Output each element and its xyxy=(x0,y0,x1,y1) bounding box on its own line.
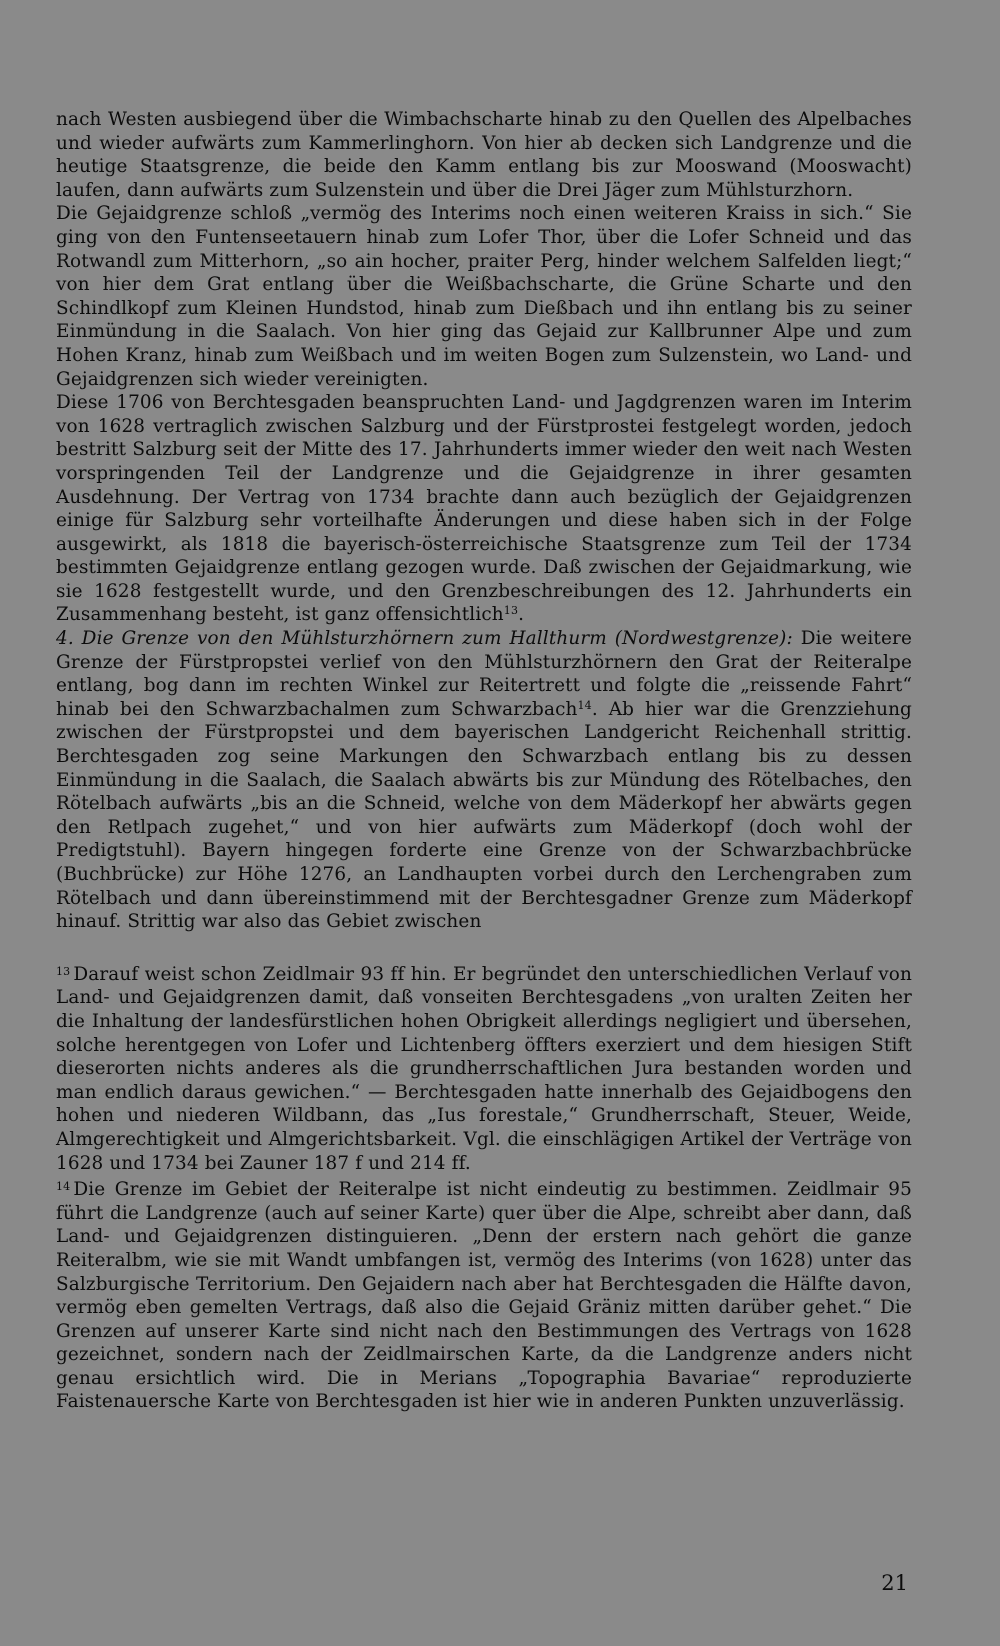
section-text-continued: . Ab hier war die Grenzziehung zwischen der Fürstpropstei und dem bayerischen Landgericht Reichenhall strittig. Berchtesgaden zog seine Markungen den Schwarzbach entlang bis zu dessen Einmündung in die Saalach, die Saalach abwärts bis zur Mündung des Rötelbaches, den Rötelbach aufwärts „bis an die Schneid, welche von dem Mäderkopf her abwärts gegen den Retlpach zugehet,“ und von hier aufwärts zum Mäderkopf (doch wohl der Predigtstuhl). Bayern hingegen forderte eine Grenze von der Schwarzbachbrücke (Buchbrücke) zur Höhe 1276, an Landhaupten vorbei durch den Lerchengraben zum Rötelbach und dann übereinstimmend mit der Berchtesgadner Grenze zum Mäderkopf hinauf. Strittig war also das Gebiet zwischen xyxy=(56,698,912,933)
footnote-number: 14 xyxy=(56,1180,71,1194)
paragraph-end: . xyxy=(518,604,525,626)
footnote-reference[interactable]: 14 xyxy=(577,698,592,712)
paragraph: nach Westen ausbiegend über die Wimbachscharte hinab zu den Quellen des Alpelbaches und wieder aufwärts zum Kammerlinghorn. Von hier ab decken sich Landgrenze und die heutige Staatsgrenze, die beide den Kamm entlang bis zur Mooswand (Mooswacht) laufen, dann aufwärts zum Sulzenstein und über die Drei Jäger zum Mühlsturzhorn. xyxy=(56,109,912,201)
paragraph-text: Diese 1706 von Berchtesgaden beanspruchten Land- und Jagdgrenzen waren im Interim von 1628 vertraglich zwischen Salzburg und der Fürstprostei festgelegt worden, jedoch bestritt Salzburg seit der Mitte des 17. Jahrhunderts immer wieder den weit nach Westen vorspringenden Teil der Landgrenze und die Gejaidgrenze in ihrer gesamten Ausdehnung. Der Vertrag von 1734 brachte dann auch bezüglich der Gejaidgrenzen einige für Salzburg sehr vorteilhafte Änderungen und diese haben sich in der Folge ausgewirkt, als 1818 die bayerisch-österreichische Staatsgrenze zum Teil der 1734 bestimmten Gejaidgrenze entlang gezogen wurde. Daß zwischen der Gejaidmarkung, wie sie 1628 festgestellt wurde, und den Grenzbeschreibungen des 12. Jahrhunderts ein Zusammenhang besteht, ist ganz offensichtlich xyxy=(56,392,912,626)
footnote xyxy=(56,960,912,1175)
footnote-text: Darauf weist schon Zeidlmair 93 ff hin. Er begründet den unterschiedlichen Verlauf von Land- und Gejaidgrenzen damit, daß vonseiten Berchtesgadens „von uralten Zeiten her die Inhaltung der landesfürstlichen hohen Obrigkeit allerdings negligiert und übersehen, solche herentgegen von Lofer und Lichtenberg öffters exerziert und dem hiesigen Stift dieserorten nichts anderes als die grundherrschaftlichen Jura bestanden worden und man endlich daraus gewichen.“ — Berchtesgaden hatte innerhalb des Gejaidbogens den hohen und niederen Wildbann, das „Ius forestale,“ Grundherrschaft, Steuer, Weide, Almgerechtigkeit und Almgerichtsbarkeit. Vgl. die einschlägigen Artikel der Verträge von 1628 und 1734 bei Zauner 187 f und 214 ff. xyxy=(56,963,912,1174)
footnote-reference[interactable]: 13 xyxy=(503,604,519,618)
paragraph xyxy=(56,202,912,391)
main-text xyxy=(56,108,912,934)
paragraph xyxy=(56,391,912,627)
section-heading: 4. Die Grenze von den Mühlsturzhörnern zum Hallthurm (Nordwestgrenze): xyxy=(56,628,793,650)
section-paragraph xyxy=(56,627,912,934)
page-content xyxy=(56,108,912,1414)
page-number: 21 xyxy=(881,1571,908,1595)
footnotes xyxy=(56,960,912,1414)
section-text: Die weitere Grenze der Fürstpropstei verlief von den Mühlsturzhörnern den Grat der Reiteralpe entlang, bog dann im rechten Winkel zur Reitertrett und folgte die „reissende Fahrt“ hinab bei den Schwarzbachalmen zum Schwarzbach xyxy=(56,628,912,720)
paragraph-text: Die Gejaidgrenze schloß „vermög des Interims noch einen weiteren Kraiss in sich.“ Sie ging von den Funtenseetauern hinab zum Lofer Thor, über die Lofer Schneid und das Rotwandl zum Mitterhorn, „so ain hocher, praiter Perg, hinder welchem Salfelden liegt;“ von hier dem Grat entlang über die Weißbachscharte, die Grüne Scharte und den Schindlkopf zum Kleinen Hundstod, hinab zum Dießbach und ihn entlang bis zu seiner Einmündung in die Saalach. Von hier ging das Gejaid zur Kallbrunner Alpe und zum Hohen Kranz, hinab zum Weißbach und im weiten Bogen zum Sulzenstein, wo Land- und Gejaidgrenzen sich wieder vereinigten. xyxy=(56,203,912,390)
footnote-number: 13 xyxy=(56,964,71,978)
footnote xyxy=(56,1175,912,1414)
footnote-text: Die Grenze im Gebiet der Reiteralpe ist nicht eindeutig zu bestimmen. Zeidlmair 95 führt die Landgrenze (auch auf seiner Karte) quer über die Alpe, schreibt aber dann, daß Land- und Gejaidgrenzen distinguieren. „Denn der erstern nach gehört die ganze Reiteralbm, wie sie mit Wandt umbfangen ist, vermög des Interims (von 1628) unter das Salzburgische Territorium. Den Gejaidern nach aber hat Berchtesgaden die Hälfte davon, vermög eben gemelten Vertrags, daß also die Gejaid Gräniz mitten darüber gehet.“ Die Grenzen auf unserer Karte sind nicht nach den Bestimmungen des Vertrags von 1628 gezeichnet, sondern nach der Zeidlmairschen Karte, da die Landgrenze anders nicht genau ersichtlich wird. Die in Merians „Topographia Bavariae“ reproduzierte Faistenauersche Karte von Berchtesgaden ist hier wie in anderen Punkten unzuverlässig. xyxy=(56,1179,912,1413)
